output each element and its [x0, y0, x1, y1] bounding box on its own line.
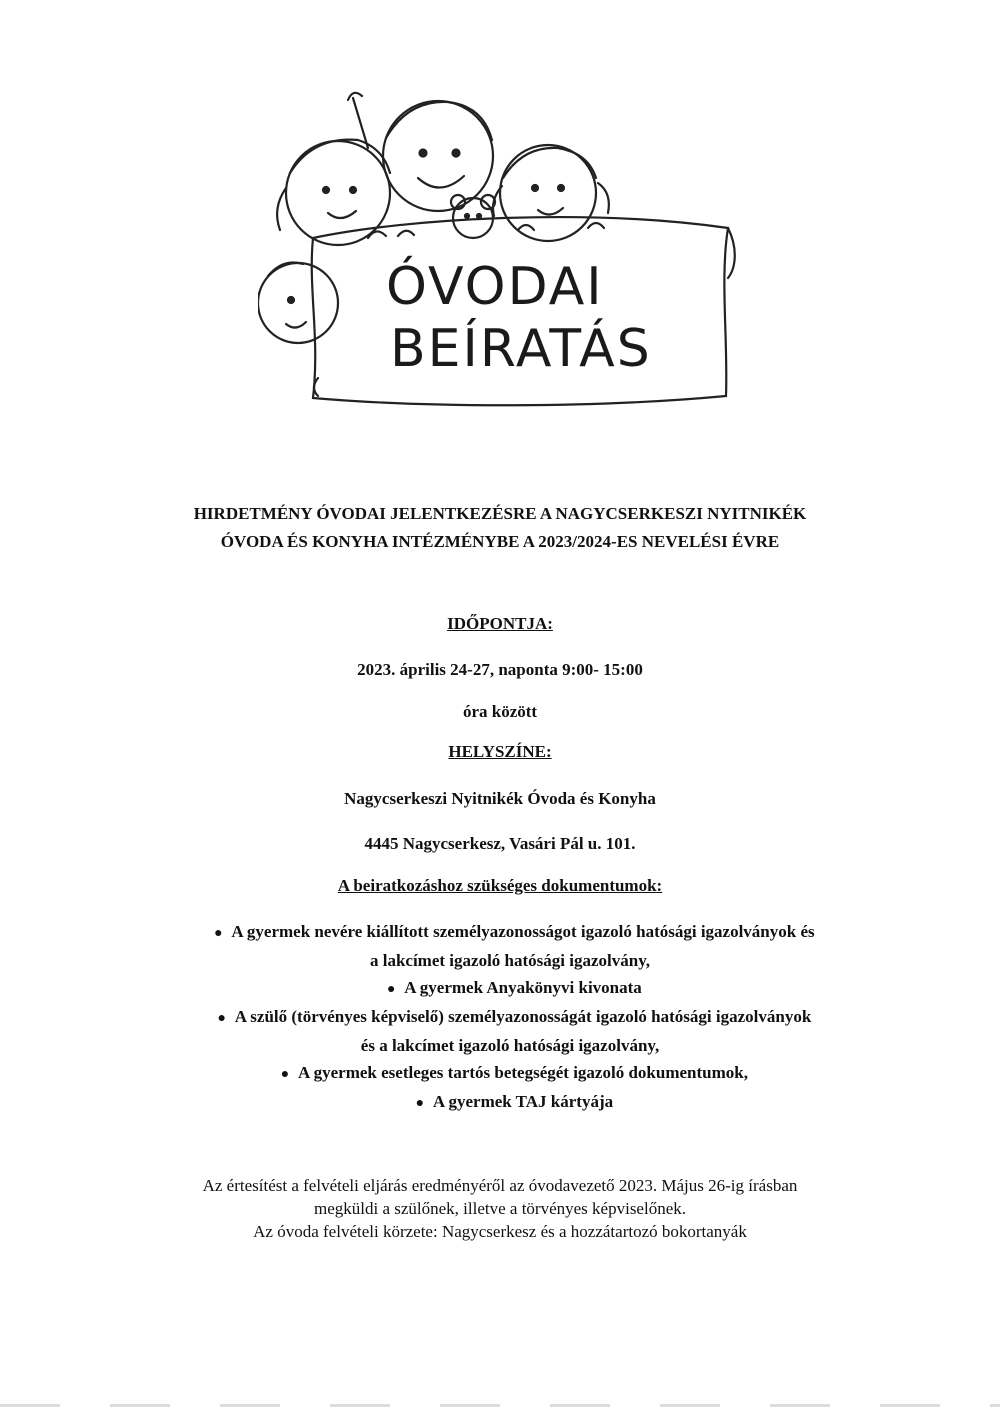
doc-item-1-line2: a lakcímet igazoló hatósági igazolvány, — [369, 951, 651, 970]
list-item — [130, 918, 890, 974]
doc-item-4-line1: A gyermek esetleges tartós betegségét igazoló dokumentumok, — [298, 1063, 748, 1082]
list-item — [130, 1088, 890, 1117]
list-item — [130, 974, 890, 1003]
bullet-icon: ● — [280, 1067, 290, 1082]
bullet-icon: ● — [214, 926, 223, 941]
list-item — [130, 1059, 890, 1088]
logo-title-line2: BEÍRATÁS — [390, 319, 652, 379]
footer-line3: Az óvoda felvételi körzete: Nagycserkesz és a hozzátartozó bokortanyák — [253, 1222, 747, 1241]
logo-title-line1: ÓVODAI — [386, 257, 604, 317]
doc-item-3-line2: és a lakcímet igazoló hatósági igazolvány, — [360, 1036, 660, 1055]
kindergarten-logo — [258, 78, 758, 418]
location-label — [0, 742, 1000, 762]
bullet-icon: ● — [386, 982, 396, 997]
documents-label — [0, 876, 1000, 896]
schedule-date: 2023. április 24-27, naponta 9:00- 15:00 — [357, 660, 643, 679]
scan-artifact — [0, 1404, 1000, 1407]
announcement-heading — [80, 500, 920, 556]
footer-line2: megküldi a szülőnek, illetve a törvényes képviselőnek. — [313, 1199, 686, 1218]
doc-item-1-line1: A gyermek nevére kiállított személyazonosságot igazoló hatósági igazolványok és — [231, 922, 815, 941]
bullet-icon: ● — [415, 1096, 425, 1111]
documents-label-text: A beiratkozáshoz szükséges dokumentumok: — [337, 876, 663, 895]
footer-notice — [100, 1174, 900, 1243]
schedule-label — [0, 614, 1000, 634]
list-item — [130, 1003, 890, 1059]
heading-line2: ÓVODA ÉS KONYHA INTÉZMÉNYBE A 2023/2024-ES NEVELÉSI ÉVRE — [220, 532, 780, 551]
doc-item-5-line1: A gyermek TAJ kártyája — [432, 1092, 614, 1111]
footer-line1: Az értesítést a felvételi eljárás eredményéről az óvodavezető 2023. Május 26-ig írásban — [202, 1176, 798, 1195]
bullet-icon: ● — [217, 1011, 226, 1026]
heading-line1: HIRDETMÉNY ÓVODAI JELENTKEZÉSRE A NAGYCSERKESZI NYITNIKÉK — [193, 504, 807, 523]
location-name: Nagycserkeszi Nyitnikék Óvoda és Konyha — [344, 789, 656, 808]
doc-item-3-line1: A szülő (törvényes képviselő) személyazonosságát igazoló hatósági igazolványok — [234, 1007, 812, 1026]
schedule-time-suffix: óra között — [462, 702, 538, 721]
documents-list — [130, 918, 890, 1117]
logo-title — [386, 256, 706, 380]
location-address: 4445 Nagycserkesz, Vasári Pál u. 101. — [364, 834, 636, 853]
schedule-label-text: IDŐPONTJA: — [447, 614, 553, 633]
doc-item-2-line1: A gyermek Anyakönyvi kivonata — [404, 978, 642, 997]
location-label-text: HELYSZÍNE: — [448, 742, 552, 761]
